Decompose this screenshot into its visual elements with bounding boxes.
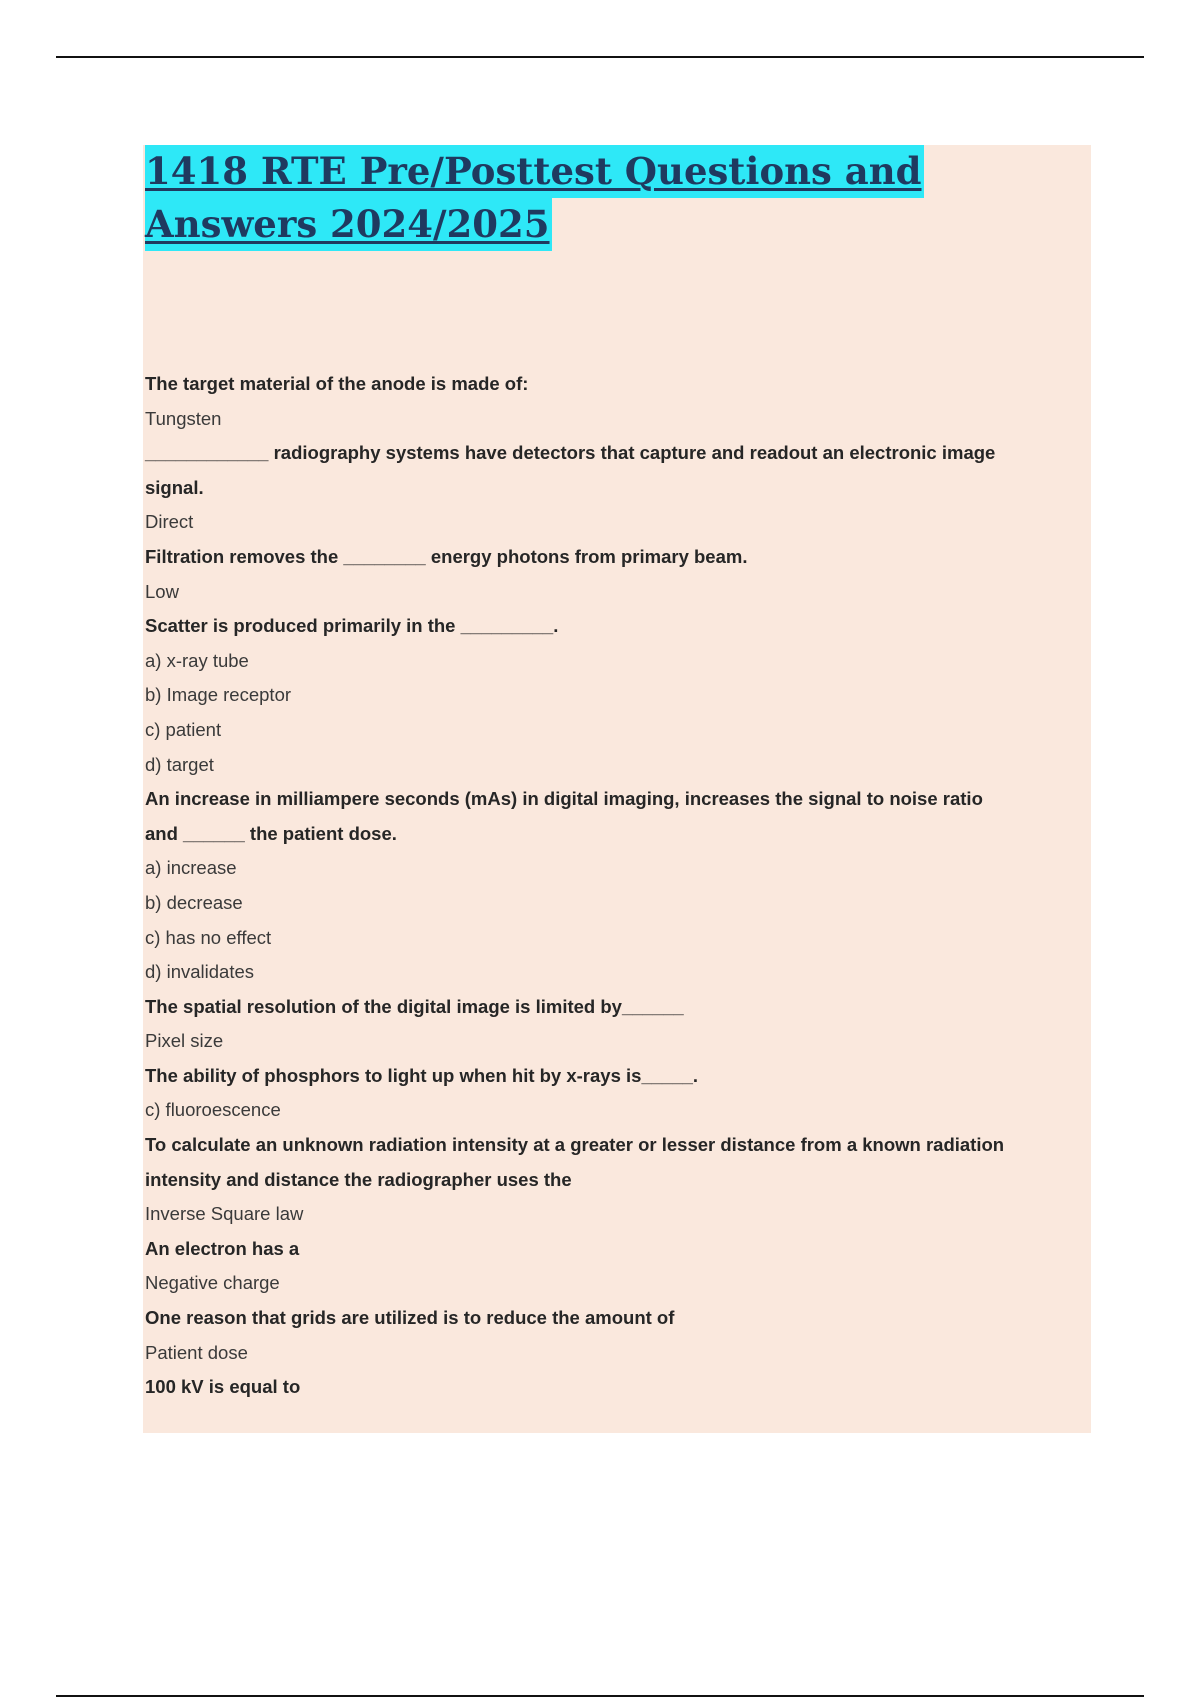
- answer-line: Patient dose: [145, 1341, 248, 1363]
- question-line: ____________ radiography systems have detectors that capture and readout an electronic image: [145, 442, 996, 464]
- question-line: intensity and distance the radiographer uses the: [145, 1168, 572, 1190]
- qa-list: [145, 367, 1085, 1405]
- answer-line: Direct: [145, 511, 194, 533]
- answer-line: Low: [145, 580, 179, 602]
- question-line: signal.: [145, 476, 204, 498]
- answer-line: c) patient: [145, 718, 222, 740]
- answer-line: d) target: [145, 753, 214, 775]
- question-line: An electron has a: [145, 1237, 300, 1259]
- answer-line: a) increase: [145, 857, 237, 879]
- content-block: [143, 145, 1091, 1433]
- question-line: To calculate an unknown radiation intensity at a greater or lesser distance from a known radiation: [145, 1134, 1005, 1156]
- question-line: An increase in milliampere seconds (mAs) in digital imaging, increases the signal to noise ratio: [145, 788, 983, 810]
- question-line: and ______ the patient dose.: [145, 822, 397, 844]
- title-line-2: Answers 2024/2025: [145, 198, 552, 251]
- answer-line: Pixel size: [145, 1030, 224, 1052]
- answer-line: c) has no effect: [145, 926, 272, 948]
- question-line: 100 kV is equal to: [145, 1376, 301, 1398]
- answer-line: b) decrease: [145, 891, 243, 913]
- question-line: The spatial resolution of the digital image is limited by______: [145, 995, 684, 1017]
- answer-line: c) fluoroescence: [145, 1099, 281, 1121]
- question-line: The target material of the anode is made of:: [145, 373, 529, 394]
- question-line: The ability of phosphors to light up when hit by x-rays is_____.: [145, 1064, 699, 1086]
- answer-line: a) x-ray tube: [145, 649, 249, 671]
- page-title: [145, 145, 924, 251]
- answer-line: Tungsten: [145, 407, 222, 429]
- question-line: Filtration removes the ________ energy photons from primary beam.: [145, 545, 748, 567]
- answer-line: d) invalidates: [145, 961, 255, 983]
- answer-line: b) Image receptor: [145, 684, 292, 706]
- bottom-rule: [56, 1695, 1144, 1697]
- question-line: One reason that grids are utilized is to reduce the amount of: [145, 1307, 675, 1329]
- answer-line: Negative charge: [145, 1272, 280, 1294]
- question-line: Scatter is produced primarily in the _________.: [145, 615, 559, 637]
- answer-line: Inverse Square law: [145, 1203, 304, 1225]
- top-rule: [56, 56, 1144, 58]
- title-line-1: 1418 RTE Pre/Posttest Questions and: [145, 145, 924, 198]
